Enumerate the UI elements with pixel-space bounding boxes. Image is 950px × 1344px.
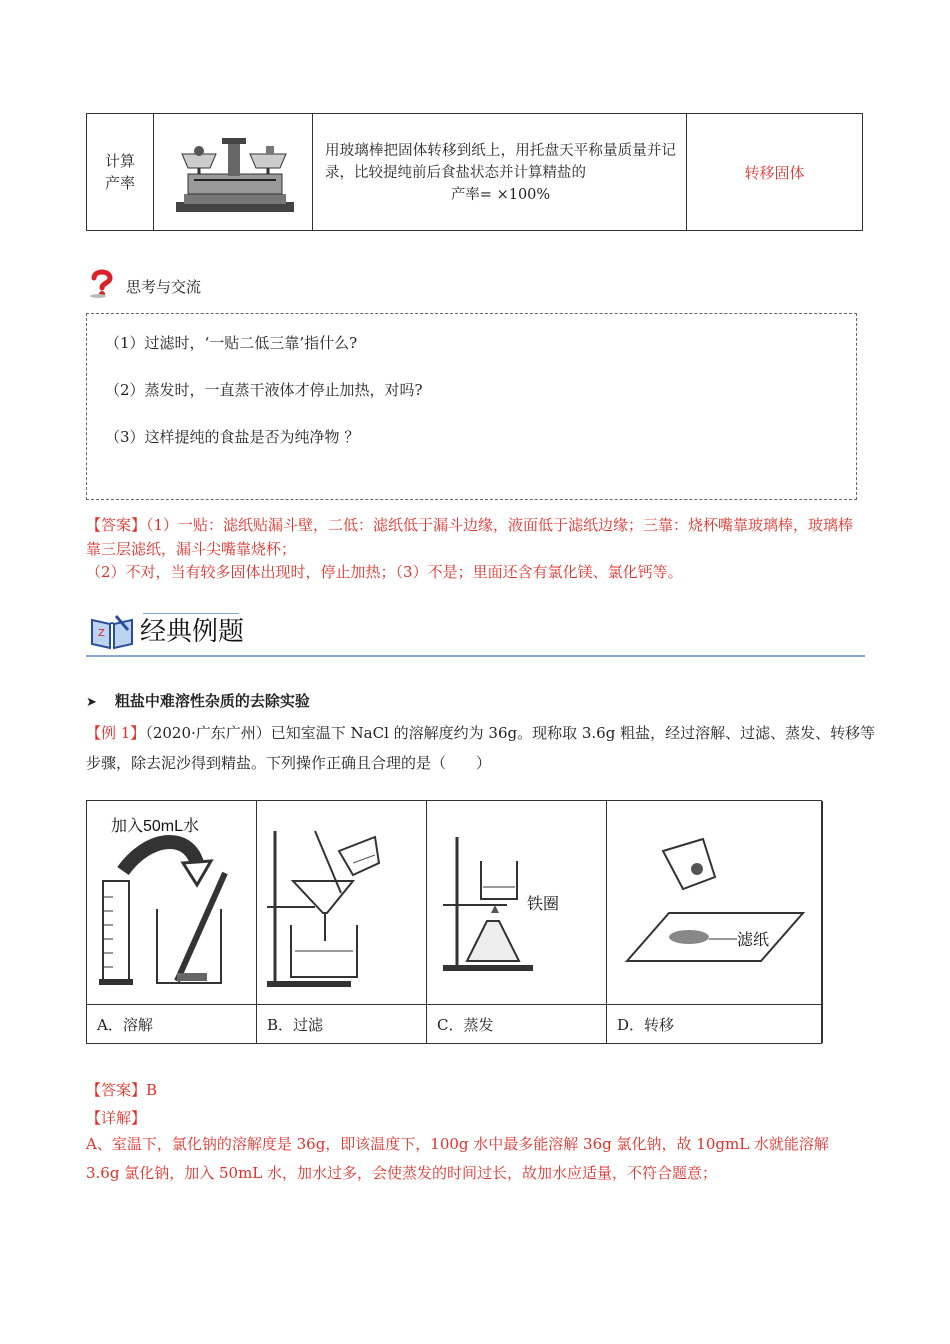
think-question-2: （2）蒸发时，一直蒸干液体才停止加热，对吗? bbox=[105, 381, 423, 399]
filter-illustration bbox=[257, 801, 427, 1004]
option-d-caption: 滤纸 bbox=[737, 932, 770, 949]
options-divider bbox=[87, 1004, 821, 1005]
procedure-table bbox=[86, 113, 863, 231]
balance-image-cell bbox=[154, 114, 313, 230]
option-a-label: A．溶解 bbox=[97, 1016, 153, 1034]
think-question-1: （1）过滤时，‘一贴二低三靠’指什么? bbox=[105, 334, 358, 352]
evaporate-illustration bbox=[427, 801, 607, 1004]
purpose-text: 转移固体 bbox=[744, 163, 805, 182]
answer-value: 【答案】B bbox=[86, 1081, 158, 1099]
option-a bbox=[87, 801, 257, 1043]
option-c-caption: 铁圈 bbox=[527, 896, 560, 913]
dissolve-illustration bbox=[87, 801, 257, 1004]
step-label: 计算产率 bbox=[104, 152, 135, 192]
section-divider bbox=[86, 655, 865, 657]
book-icon bbox=[88, 612, 136, 652]
arrow-bullet-icon: ➤ bbox=[86, 695, 97, 710]
think-question-3: （3）这样提纯的食盐是否为纯净物 ？ bbox=[105, 428, 360, 446]
topic-text: 粗盐中难溶性杂质的去除实验 bbox=[114, 692, 310, 710]
transfer-illustration bbox=[607, 801, 823, 1004]
detail-text: A、室温下，氯化钠的溶解度是 36g，即该温度下，100g 水中最多能溶解 36g 氯化钠，故 10gmL 水就能溶解 3.6g 氯化钠，加入 50mL 水，加水过多，会使蒸发的时间过长，故加水应适量，不符合题意； bbox=[86, 1135, 829, 1182]
purpose-cell bbox=[687, 114, 863, 230]
topic-heading bbox=[86, 690, 310, 711]
option-c-label: C．蒸发 bbox=[437, 1016, 494, 1034]
answer-line-2: （2）不对，当有较多固体出现时，停止加热；（3）不是；里面还含有氯化镁、氯化钙等。 bbox=[86, 563, 683, 581]
section-title: 经典例题 bbox=[140, 616, 245, 646]
option-d-label: D．转移 bbox=[617, 1016, 675, 1034]
question-mark-icon bbox=[88, 268, 116, 298]
method-cell bbox=[313, 114, 687, 230]
balance-illustration bbox=[154, 114, 313, 230]
options-table bbox=[86, 800, 822, 1044]
step-cell bbox=[87, 114, 154, 230]
method-formula: 产率= ×100% bbox=[450, 187, 551, 203]
option-b bbox=[257, 801, 427, 1043]
answer-line-1: 【答案】（1）一贴：滤纸贴漏斗壁，二低：滤纸低于漏斗边缘，液面低于滤纸边缘；三靠：烧杯嘴靠玻璃棒，玻璃棒靠三层滤纸，漏斗尖嘴靠烧杯； bbox=[86, 516, 854, 558]
example-answer bbox=[86, 1076, 157, 1132]
svg-text:Z: Z bbox=[98, 628, 105, 639]
example-text: （2020·广东广州）已知室温下 NaCl 的溶解度约为 36g。现称取 3.6g 粗盐，经过溶解、过滤、蒸发、转移等步骤，除去泥沙得到精盐。下列操作正确且合理的是（ ） bbox=[86, 724, 876, 772]
think-answer bbox=[86, 514, 866, 585]
example-question bbox=[86, 718, 876, 778]
option-a-caption: 加入50mL水 bbox=[111, 818, 200, 835]
think-box bbox=[86, 313, 857, 500]
option-c bbox=[427, 801, 607, 1043]
option-b-label: B．过滤 bbox=[267, 1016, 324, 1034]
detail-title: 【详解】 bbox=[86, 1109, 147, 1127]
method-text: 用玻璃棒把固体转移到纸上，用托盘天平称量质量并记录，比较提纯前后食盐状态并计算精盐的 bbox=[325, 143, 676, 181]
option-d bbox=[607, 801, 823, 1043]
example-tag: 【例 1】 bbox=[86, 724, 146, 742]
think-title: 思考与交流 bbox=[126, 278, 202, 296]
